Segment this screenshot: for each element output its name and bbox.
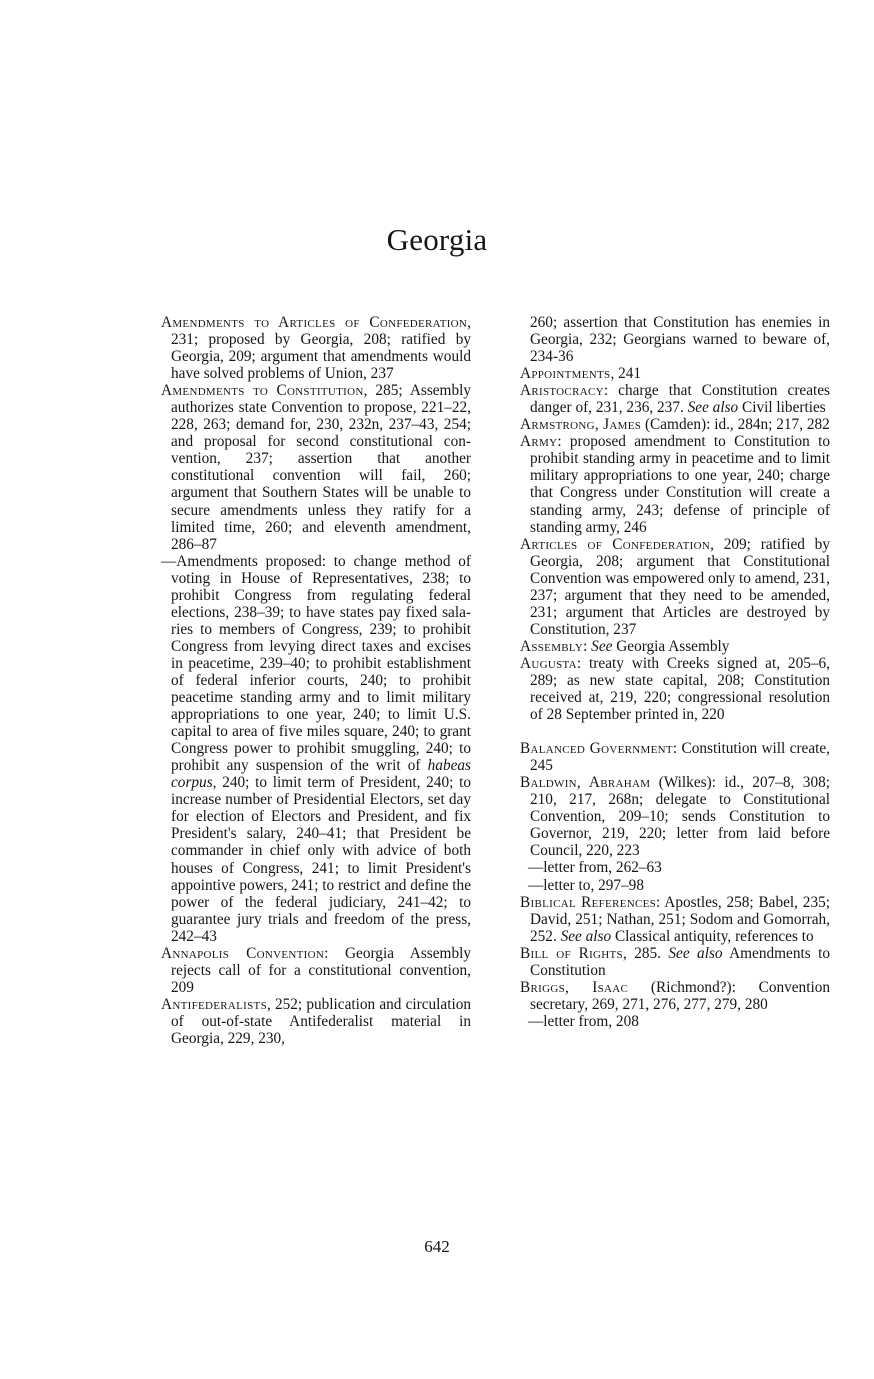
index-entry xyxy=(520,416,830,433)
entry-heading: Aristocracy xyxy=(520,382,604,400)
entry-text: : charge that Constitution creates danger of, 231, 236, 237. xyxy=(530,382,830,417)
entry-text: : Apostles, 258; Babel, 235; David, 251; Nathan, 251; Sodom and Gomorrah, 252. xyxy=(530,893,830,945)
entry-heading: Articles of Confederation xyxy=(520,535,711,553)
see-also-reference: See also xyxy=(668,944,723,962)
entry-text: —Amendments proposed: to change method of voting in House of Representatives, 238; to prohibit Congress from regulating federal elections, 238–39; to have states pay fixed salaries to members of Congress, 239; to prohibit Congress from levying direct taxes and excises in peacetime, 239–40; to prohibit establishment of federal inferior courts, 240; to prohibit peacetime standing army and to limit military appropriations to one year, 240; to limit U.S. capital to area of five miles square, 240; to grant Congress power to prohibit smuggling, 240; to prohibit any suspension of the writ of xyxy=(161,552,471,775)
index-entry xyxy=(161,945,471,996)
index-entry xyxy=(520,536,830,638)
index-entry xyxy=(161,314,471,382)
entry-text: : Georgia Assembly rejects call of for a constitutional convention, 209 xyxy=(171,944,471,996)
entry-text: : treaty with Creeks signed at, 205–6, 289; as new state capital, 208; Constitution received at, 219, 220; congressional resolution of 28 September printed in, 220 xyxy=(530,654,830,724)
entry-text: —letter to, 297–98 xyxy=(528,876,644,894)
index-entry xyxy=(520,382,830,416)
entry-heading: Briggs, Isaac xyxy=(520,978,629,996)
index-subentry xyxy=(520,1013,830,1030)
index-subentry xyxy=(161,553,471,945)
index-column-left xyxy=(161,314,471,1047)
entry-heading: Army xyxy=(520,433,558,451)
index-entry xyxy=(520,740,830,774)
entry-text: : Constitution will create, 245 xyxy=(530,740,830,775)
entry-text: Civil liberties xyxy=(738,399,826,417)
entry-text: (Richmond?): Convention secretary, 269, 271, 276, 277, 279, 280 xyxy=(530,978,830,1013)
entry-text: , 231; proposed by Georgia, 208; ratified by Georgia, 209; argument that amendments would have solved problems of Union, 237 xyxy=(171,314,471,383)
entry-heading: Bill of Rights xyxy=(520,944,623,962)
page-number: 642 xyxy=(424,1237,450,1256)
entry-italic: habeas corpus, xyxy=(171,757,471,792)
entry-heading: Amendments to Articles of Confederation xyxy=(161,314,468,331)
entry-text: , 241 xyxy=(610,365,642,383)
index-entry-continued xyxy=(520,314,830,365)
page-title: Georgia xyxy=(386,222,488,257)
entry-text: Classical antiquity, references to xyxy=(611,927,814,945)
entry-text: , 209; ratified by Georgia, 208; argument that Constitutional Convention was empowered only to amend, 231, 237; argument that they need to be amended, 231; argument that Articles are destroyed by Constitution, 237 xyxy=(530,535,830,638)
entry-text: , 252; publication and circulation of out-of-state Antifederalist material in Georgia, 229, 230, xyxy=(171,995,471,1047)
entry-heading: Biblical References xyxy=(520,893,657,911)
index-entry xyxy=(161,996,471,1047)
index-entry xyxy=(520,638,830,655)
entry-text: (Camden): id., 284n; 217, 282 xyxy=(641,416,830,434)
see-also-reference: See also xyxy=(560,927,612,945)
entry-text: , 285. xyxy=(622,944,669,962)
entry-text: Georgia Assembly xyxy=(612,637,730,655)
entry-heading: Augusta xyxy=(520,654,577,672)
see-reference: See xyxy=(591,637,613,655)
index-entry xyxy=(161,382,471,552)
entry-heading: Amendments to Constitution xyxy=(161,382,364,400)
entry-text: : xyxy=(583,637,592,655)
entry-heading: Appointments xyxy=(520,365,611,383)
index-subentry xyxy=(520,877,830,894)
entry-text: (Wilkes): id., 207–8, 308; 210, 217, 268n; delegate to Constitutional Convention, 209–10; sends Constitution to Governor, 219, 220; letter from laid before Council, 220, 223 xyxy=(530,774,830,860)
entry-heading: Baldwin, Abraham xyxy=(520,774,651,792)
entry-text: , 285; Assembly authorizes state Convention to propose, 221–22, 228, 263; demand for, 230, 232n, 237–43, 254; and proposal for second constitutional convention, 237; assertion that another constitutional convention will fail, 260; argument that Southern States will be unable to secure amendments unless they ratify for a limited time, 260; and eleventh amendment, 286–87 xyxy=(171,382,472,553)
entry-text: : proposed amendment to Constitution to prohibit standing army in peacetime and to limit military appropriations to one year, 240; charge that Congress under Constitution will create a standing army, 243; defense of principle of standing army, 246 xyxy=(530,433,830,536)
entry-text: 260; assertion that Constitution has enemies in Georgia, 232; Georgians warned to beware of, 234-36 xyxy=(530,314,830,366)
entry-heading: Annapolis Convention xyxy=(161,944,325,962)
see-also-reference: See also xyxy=(687,399,739,417)
entry-heading: Armstrong, James xyxy=(520,416,642,434)
index-entry xyxy=(520,365,830,382)
entry-text: 240; to limit term of President, 240; to increase number of Presidential Electors, set day for election of Electors and President, and fix President's salary, 240–41; that President be commander in chief only with advice of both houses of Congress, 241; to limit President's appointive powers, 241; to restrict and define the power of the federal judiciary, 241–42; to guarantee jury trials and freedom of the press, 242–43 xyxy=(171,774,471,945)
index-subentry xyxy=(520,859,830,876)
entry-text: —letter from, 262–63 xyxy=(528,859,662,877)
index-entry xyxy=(520,655,830,723)
entry-text: Amendments to Constitution xyxy=(530,944,830,979)
entry-text: —letter from, 208 xyxy=(528,1012,639,1030)
index-entry xyxy=(520,433,830,535)
index-column-right xyxy=(520,314,830,1030)
index-entry xyxy=(520,979,830,1013)
index-entry xyxy=(520,774,830,859)
entry-heading: Antifederalists xyxy=(161,995,267,1013)
index-entry xyxy=(520,894,830,945)
entry-heading: Balanced Government xyxy=(520,740,673,758)
entry-heading: Assembly xyxy=(520,637,584,655)
index-entry xyxy=(520,945,830,979)
